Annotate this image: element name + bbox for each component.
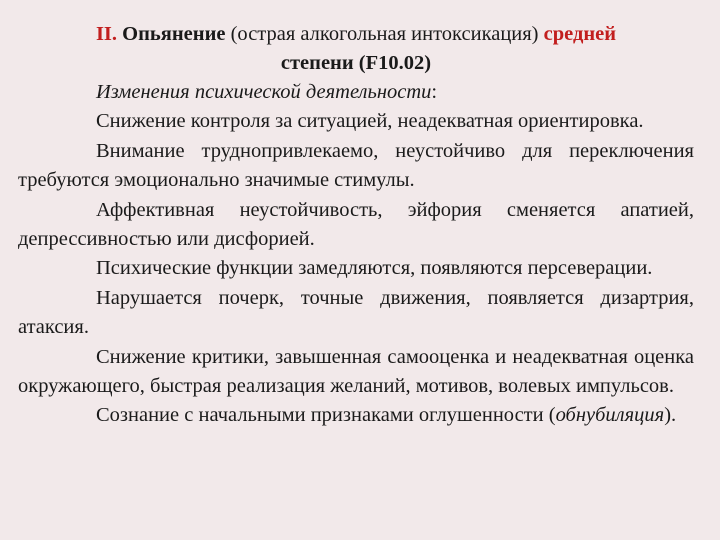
paragraph-4: Психические функции замедляются, появляются персеверации. [96, 257, 653, 280]
slide-body [18, 78, 694, 431]
subtitle-italic: Изменения психической деятельности [96, 81, 432, 103]
title-term: Опьянение [122, 23, 226, 45]
slide-title [18, 20, 694, 78]
paragraph-1: Снижение контроля за ситуацией, неадекватная ориентировка. [96, 110, 644, 133]
paragraph-7-italic: обнубиляция [555, 404, 665, 427]
subtitle [18, 78, 694, 107]
paragraph-5: Нарушается почерк, точные движения, появляется дизартрия, атаксия. [18, 286, 694, 339]
title-severity: средней [543, 23, 617, 45]
paragraph-7-text: Сознание с начальными признаками оглушенности ( [96, 404, 556, 427]
subtitle-suffix: : [431, 81, 438, 103]
paragraph-3: Аффективная неустойчивость, эйфория сменяется апатией, депрессивностью или дисфорией. [18, 198, 694, 251]
paragraph-7 [18, 401, 694, 430]
title-description: (острая алкогольная интоксикация) [230, 23, 539, 45]
title-line2: степени (F10.02) [280, 52, 432, 74]
paragraph-2: Внимание труднопривлекаемо, неустойчиво для переключения требуются эмоционально значимые стимулы. [18, 139, 694, 192]
paragraph-7-suffix: ). [664, 404, 677, 427]
paragraph-6: Снижение критики, завышенная самооценка и неадекватная оценка окружающего, быстрая реализация желаний, мотивов, волевых импульсов. [18, 345, 694, 398]
title-number: II. [95, 23, 118, 45]
